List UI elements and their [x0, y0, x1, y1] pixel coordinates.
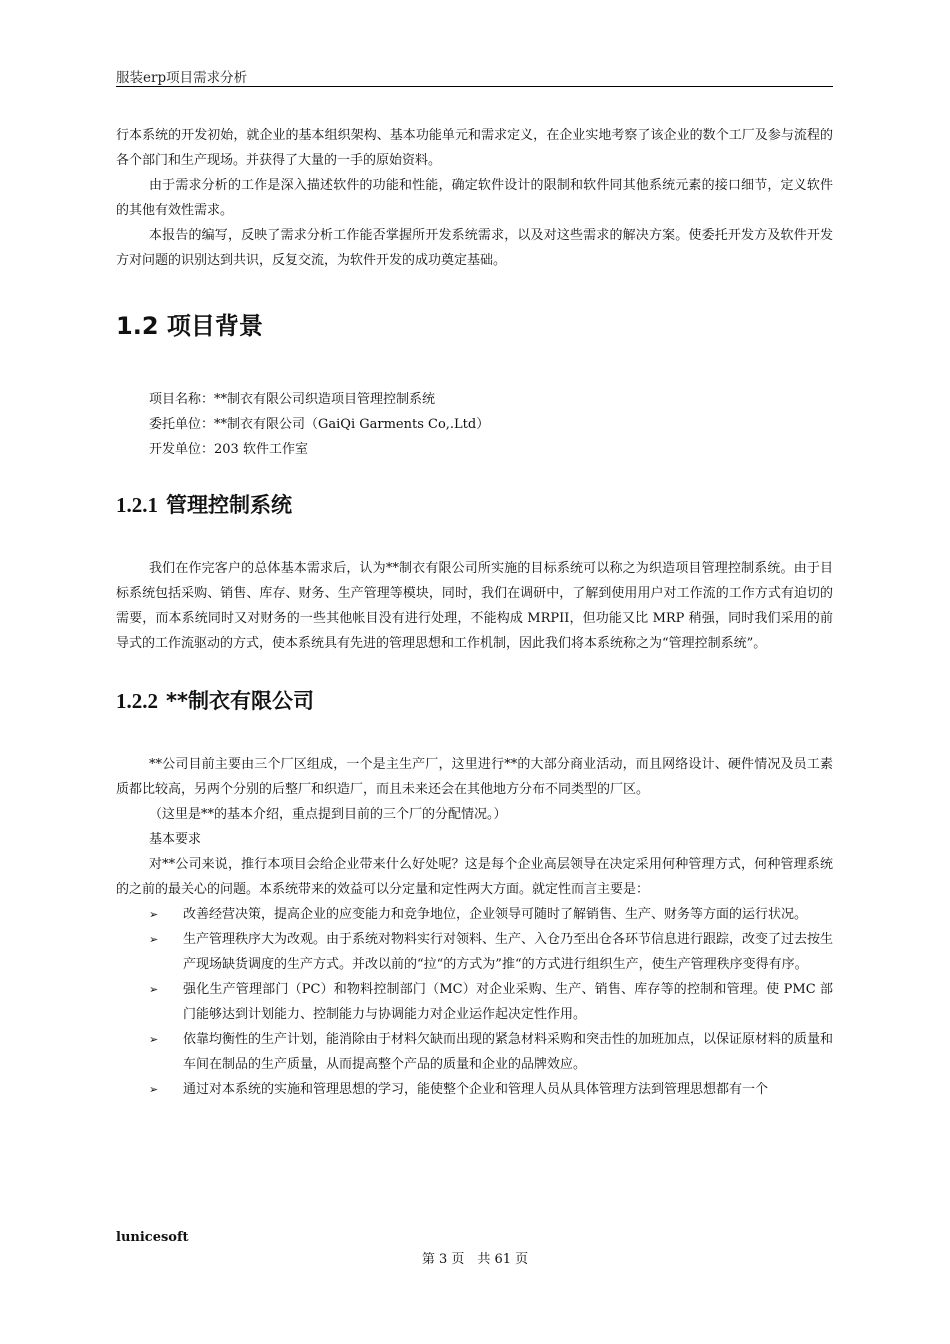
- header-rule: [116, 86, 833, 87]
- list-item-text: 强化生产管理部门（PC）和物料控制部门（MC）对企业采购、生产、销售、库存等的控制和管理。使 PMC 部门能够达到计划能力、控制能力与协调能力对企业运作起决定性作用。: [183, 982, 833, 1022]
- project-info: [116, 387, 833, 462]
- footer-brand: lunicesoft: [116, 1230, 189, 1245]
- list-item: [116, 927, 833, 977]
- basic-requirements-label: 基本要求: [149, 832, 202, 847]
- arrow-bullet-icon: ➢: [149, 1033, 159, 1046]
- benefit-list: [116, 902, 833, 1102]
- arrow-bullet-icon: ➢: [149, 1083, 159, 1096]
- intro-paragraph-3: 本报告的编写，反映了需求分析工作能否掌握所开发系统需求，以及对这些需求的解决方案。使委托开发方及软件开发方对问题的识别达到共识，反复交流，为软件开发的成功奠定基础。: [116, 228, 833, 268]
- arrow-bullet-icon: ➢: [149, 983, 159, 996]
- section-heading-1-2-1: [116, 490, 833, 556]
- section-heading-1-2: 1.2 项目背景: [116, 312, 263, 340]
- list-item-text: 生产管理秩序大为改观。由于系统对物料实行对领料、生产、入仓乃至出仓各环节信息进行跟踪，改变了过去按生产现场缺货调度的生产方式。并改以前的“拉“的方式为”推“的方式进行组织生产，使生产管理秩序变得有序。: [183, 932, 834, 972]
- section-title: 管理控制系统: [166, 493, 292, 517]
- arrow-bullet-icon: ➢: [149, 908, 159, 921]
- section-heading-1-2-2: [116, 686, 833, 752]
- page-body: [116, 123, 833, 1102]
- client-unit: 委托单位：**制衣有限公司（GaiQi Garments Co,.Ltd）: [149, 417, 490, 432]
- list-item-text: 依靠均衡性的生产计划，能消除由于材料欠缺而出现的紧急材料采购和突击性的加班加点，以保证原材料的质量和车间在制品的生产质量，从而提高整个产品的质量和企业的品牌效应。: [183, 1032, 834, 1072]
- list-item-text: 通过对本系统的实施和管理思想的学习，能使整个企业和管理人员从具体管理方法到管理思想都有一个: [183, 1082, 769, 1097]
- section-1-2-1-body: 我们在作完客户的总体基本需求后，认为**制衣有限公司所实施的目标系统可以称之为织造项目管理控制系统。由于目标系统包括采购、销售、库存、财务、生产管理等模块，同时，我们在调研中，了解到使用用户对工作流的工作方式有迫切的需要，而本系统同时又对财务的一些其他帐目没有进行处理，不能构成 MRPII，但功能又比 MRP 稍强，同时我们采用的前导式的工作流驱动的方式，使本系统具有先进的管理思想和工作机制，因此我们将本系统称之为“管理控制系统”。: [116, 561, 833, 651]
- developer-unit: 开发单位：203 软件工作室: [149, 442, 308, 457]
- list-item: [116, 1077, 833, 1102]
- intro-paragraph-1: 行本系统的开发初始，就企业的基本组织架构、基本功能单元和需求定义，在企业实地考察了该企业的数个工厂及参与流程的各个部门和生产现场。并获得了大量的一手的原始资料。: [116, 128, 833, 168]
- benefits-intro: 对**公司来说，推行本项目会给企业带来什么好处呢？这是每个企业高层领导在决定采用何种管理方式，何种管理系统的之前的最关心的问题。本系统带来的效益可以分定量和定性两大方面。就定性而言主要是：: [116, 857, 833, 897]
- company-note: （这里是**的基本介绍，重点提到目前的三个厂的分配情况。）: [149, 807, 507, 822]
- company-paragraph-1: **公司目前主要由三个厂区组成，一个是主生产厂，这里进行**的大部分商业活动，而且网络设计、硬件情况及员工素质都比较高，另两个分别的后整厂和织造厂，而且未来还会在其他地方分布不同类型的厂区。: [116, 757, 833, 797]
- list-item-text: 改善经营决策，提高企业的应变能力和竞争地位，企业领导可随时了解销售、生产、财务等方面的运行状况。: [183, 907, 808, 922]
- list-item: [116, 1027, 833, 1077]
- section-number: 1.2.1: [116, 493, 158, 517]
- list-item: [116, 977, 833, 1027]
- list-item: [116, 902, 833, 927]
- section-number: 1.2.2: [116, 689, 158, 713]
- page-number: 第 3 页 共 61 页: [421, 1252, 529, 1267]
- project-name: 项目名称：**制衣有限公司织造项目管理控制系统: [149, 392, 436, 407]
- intro-paragraph-2: 由于需求分析的工作是深入描述软件的功能和性能，确定软件设计的限制和软件同其他系统元素的接口细节，定义软件的其他有效性需求。: [116, 178, 833, 218]
- arrow-bullet-icon: ➢: [149, 933, 159, 946]
- running-header: 服装erp项目需求分析: [116, 70, 248, 86]
- section-title: **制衣有限公司: [166, 689, 314, 713]
